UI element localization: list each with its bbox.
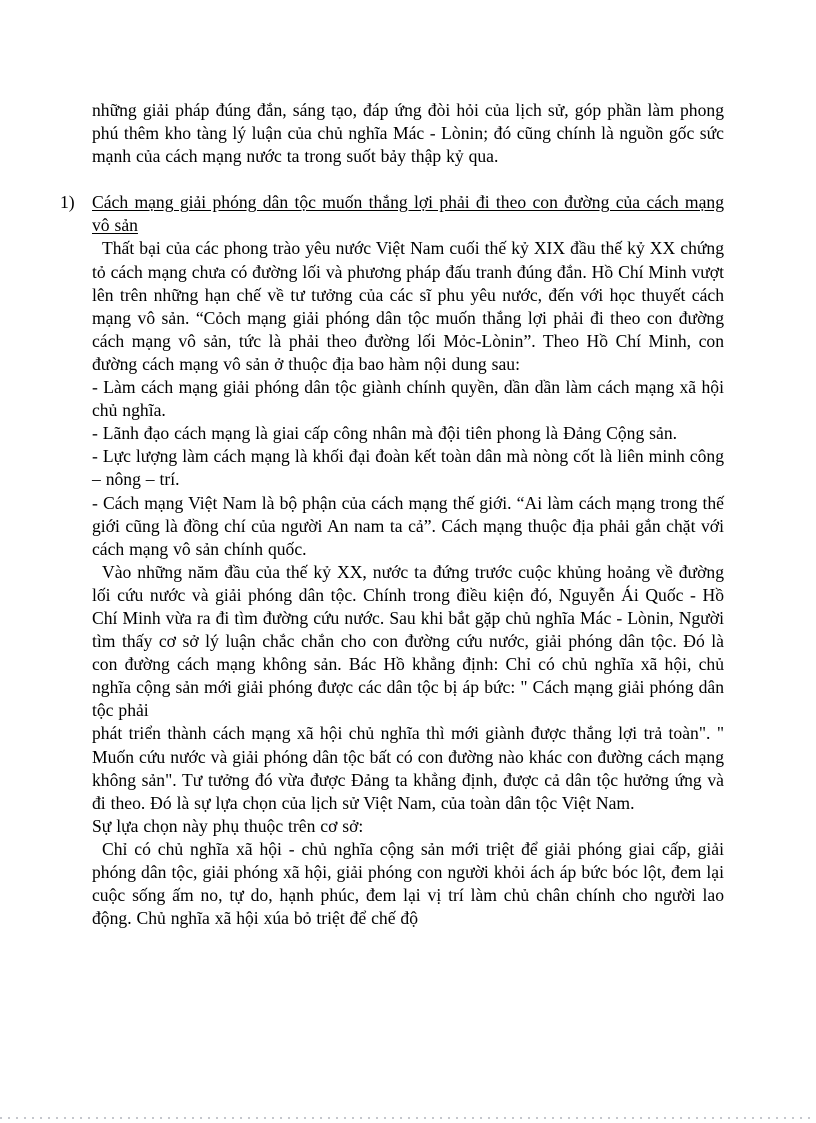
intro-paragraph: những giải pháp đúng đắn, sáng tạo, đáp ứng đòi hỏi của lịch sử, góp phần làm phong phú thêm kho tàng lý luận của chủ nghĩa Mác - Lònin; đó cũng chính là nguồn gốc sức mạnh của cách mạng nước ta trong suốt bảy thập kỷ qua.: [92, 100, 724, 167]
section-heading: [60, 191, 724, 237]
paragraph-vao-nhung-nam: Vào những năm đầu của thế kỷ XX, nước ta đứng trước cuộc khủng hoảng về đường lối cứu nước và giải phóng dân tộc. Chính trong điều kiện đó, Nguyễn Ái Quốc - Hồ Chí Minh vừa ra đi tìm đường cứu nước. Sau khi bắt gặp chủ nghĩa Mác - Lònin, Người tìm thấy cơ sở lý luận chắc chắn cho con đường cứu nước, giải phóng dân tộc. Đó là con đường cách mạng không sản. Bác Hồ khẳng định: Chỉ có chủ nghĩa xã hội, chủ nghĩa cộng sản mới giải phóng được các dân tộc bị áp bức: " Cách mạng giải phóng dân tộc phải: [92, 561, 724, 721]
paragraph-that-bai: Thất bại của các phong trào yêu nước Việt Nam cuối thế kỷ XIX đầu thế kỷ XX chứng tỏ cách mạng chưa có đường lối và phương pháp đấu tranh đúng đắn. Hồ Chí Minh vượt lên trên những hạn chế về tư tưởng của các sĩ phu yêu nước, đến với học thuyết cách mạng vô sản. “Cỏch mạng giải phóng dân tộc muốn thắng lợi phải đi theo con đường cách mạng vô sản, tức là phải theo đường lối Mỏc-Lònin”. Theo Hồ Chí Minh, con đường cách mạng vô sản ở thuộc địa bao hàm nội dung sau:: [92, 238, 724, 374]
page-break-indicator: [0, 1117, 816, 1119]
list-item-cach-mang-viet-nam: - Cách mạng Việt Nam là bộ phận của cách mạng thế giới. “Ai làm cách mạng trong thế giới cũng là đồng chí của người An nam ta cả”. Cách mạng thuộc địa phải gắn chặt với cách mạng vô sản chính quốc.: [92, 492, 724, 559]
list-item-lam-cach-mang: - Làm cách mạng giải phóng dân tộc giành chính quyền, dần dần làm cách mạng xã hội chủ nghĩa.: [92, 377, 724, 421]
line-su-lua-chon: Sự lựa chọn này phụ thuộc trên cơ sở:: [92, 815, 364, 836]
document-page: [60, 99, 724, 930]
list-item-lanh-dao: - Lãnh đạo cách mạng là giai cấp công nhân mà đội tiên phong là Đảng Cộng sản.: [92, 423, 678, 444]
list-item-luc-luong: - Lực lượng làm cách mạng là khối đại đoàn kết toàn dân mà nòng cốt là liên minh công – nông – trí.: [92, 446, 724, 490]
paragraph-phat-trien: phát triển thành cách mạng xã hội chủ nghĩa thì mới giành được thắng lợi trả toàn". " Muốn cứu nước và giải phóng dân tộc bất có con đường nào khác con đường cách mạng không sản". Tư tưởng đó vừa được Đảng ta khẳng định, được cả dân tộc hưởng ứng và đi theo. Đó là sự lựa chọn của lịch sử Việt Nam, của toàn dân tộc Việt Nam.: [92, 723, 724, 813]
section-heading-title: Cách mạng giải phóng dân tộc muốn thắng lợi phải đi theo con đường của cách mạng vô sản: [92, 192, 724, 236]
section-heading-number: 1): [60, 192, 75, 213]
paragraph-chi-co: Chỉ có chủ nghĩa xã hội - chủ nghĩa cộng sản mới triệt để giải phóng giai cấp, giải phóng dân tộc, giải phóng xã hội, giải phóng con người khỏi ách áp bức bóc lột, đem lại cuộc sống ấm no, tự do, hạnh phúc, đem lại vị trí làm chủ chân chính cho người lao động. Chủ nghĩa xã hội xúa bỏ triệt để chế độ: [92, 838, 724, 929]
